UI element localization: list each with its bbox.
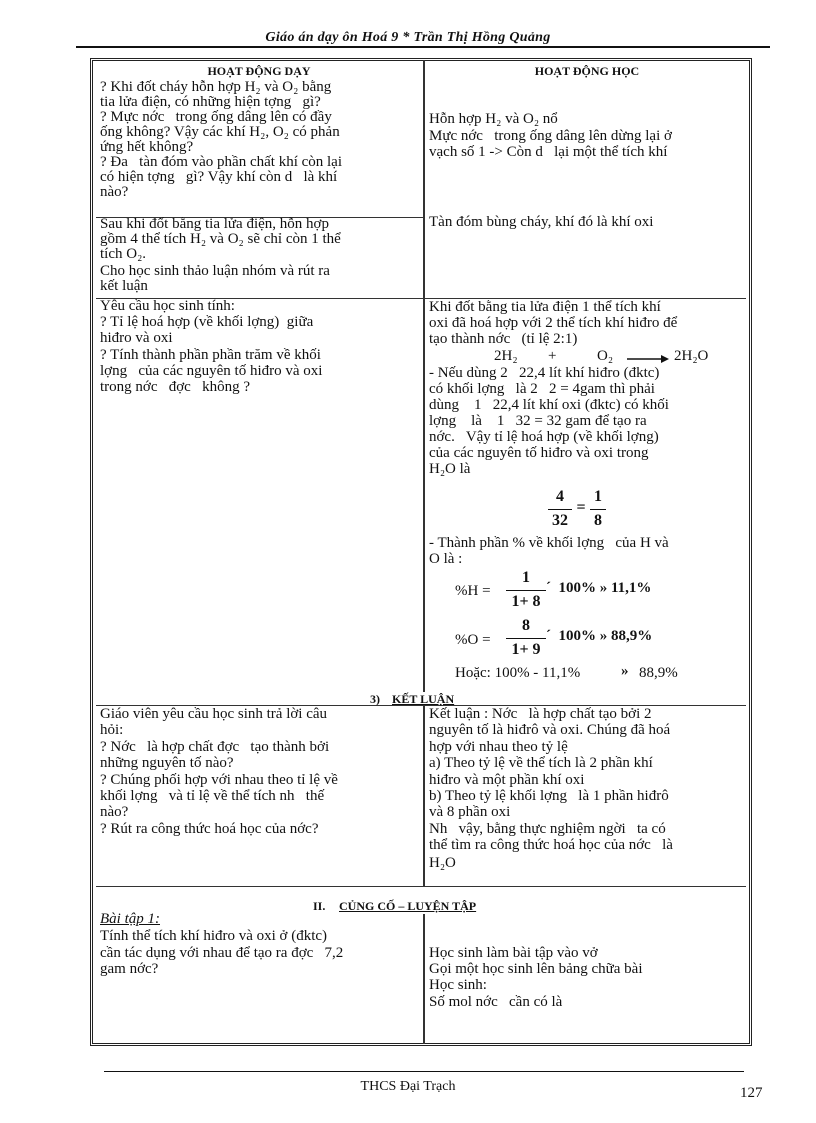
footer-school: THCS Đại Trạch	[360, 1079, 456, 1094]
equation-plus: +	[548, 348, 557, 364]
text-line: hiđro và một phần khí oxi	[429, 772, 585, 788]
alternative-value: 88,9%	[639, 665, 678, 681]
column-divider-3	[423, 914, 425, 1044]
equation-reactant-o2: O₂	[597, 348, 614, 364]
fraction-numerator: 4	[556, 488, 564, 505]
text-line: Học sinh làm bài tập vào vở	[429, 945, 598, 961]
text-line: tia lửa điện, có những hiện tợng gì?	[100, 94, 321, 110]
text-line: tạo thành nớc (tỉ lệ 2:1)	[429, 331, 578, 347]
fraction-bar	[506, 638, 546, 639]
approx-symbol: »	[621, 663, 629, 679]
text-line: ? Đa tàn đóm vào phần chất khí còn lại	[100, 154, 343, 170]
text-line: có hiện tợng gì? Vậy khí còn d là khí	[100, 169, 338, 185]
lesson-table-frame	[90, 58, 752, 1046]
fraction-numerator: 1	[594, 488, 602, 505]
page-number: 127	[740, 1085, 763, 1101]
row-rule	[96, 886, 746, 887]
text-line: Nh vậy, bằng thực nghiệm ngời ta có	[429, 821, 666, 837]
equation-product-h2o: 2H₂O	[674, 348, 709, 364]
text-line: hiđro và oxi	[100, 330, 173, 346]
text-line: những nguyên tố nào?	[100, 755, 234, 771]
text-line: gam nớc?	[100, 961, 159, 977]
text-line: - Thành phần % về khối lợng của H và	[429, 535, 669, 551]
text-line: ? Chúng phối hợp với nhau theo tỉ lệ về	[100, 772, 338, 788]
text-line: gồm 4 thể tích H₂ và O₂ sẽ chỉ còn 1 thể	[100, 231, 341, 247]
text-line: O là :	[429, 551, 463, 567]
text-line: khối lợng và tỉ lệ về thể tích nh thế	[100, 788, 325, 804]
text-line: lợng là 1 32 = 32 gam để tạo ra	[429, 413, 647, 429]
text-line: Tính thể tích khí hiđro và oxi ở (đktc)	[100, 928, 328, 944]
text-line: Học sinh:	[429, 977, 487, 993]
equation-reactant-h2: 2H₂	[494, 348, 518, 364]
section-title: CỦNG CỐ – LUYỆN TẬP	[339, 899, 477, 913]
text-line: nguyên tố là hiđrô và oxi. Chúng đã hoá	[429, 722, 671, 738]
text-line: ? Tính thành phần phần trăm về khối	[100, 347, 321, 363]
col-header-teaching: HOẠT ĐỘNG DẠY	[207, 64, 311, 78]
text-line: cần tác dụng với nhau để tạo ra đợc 7,2	[100, 945, 344, 961]
text-line: Tàn đóm bùng cháy, khí đó là khí oxi	[429, 214, 654, 230]
header-rule	[76, 46, 770, 48]
text-line: ? Khi đốt cháy hỗn hợp H₂ và O₂ bằng	[100, 79, 332, 95]
fraction-numerator: 8	[522, 617, 530, 634]
text-line: tích O₂.	[100, 246, 147, 262]
text-line: Giáo viên yêu cầu học sinh trả lời câu	[100, 706, 328, 722]
fraction-bar	[590, 509, 606, 510]
text-line: b) Theo tỷ lệ khối lợng là 1 phần hiđrô	[429, 788, 669, 804]
text-line: có khối lợng là 2 2 = 4gam thì phải	[429, 381, 655, 397]
fraction-bar	[506, 590, 546, 591]
equals-sign: =	[576, 499, 586, 516]
text-line: H₂O là	[429, 461, 471, 477]
col-header-learning: HOẠT ĐỘNG HỌC	[534, 64, 640, 78]
fraction-denominator: 8	[594, 512, 602, 529]
text-line: trong nớc đợc không ?	[100, 379, 250, 395]
column-divider-2	[423, 706, 425, 886]
fraction-denominator: 32	[552, 512, 568, 529]
alternative-calc: Hoặc: 100% - 11,1%	[455, 665, 581, 681]
text-line: hợp với nhau theo tỷ lệ	[429, 739, 568, 755]
section-number: 3)	[370, 692, 380, 706]
text-line: Mực nớc trong ống dâng lên dừng lại ở	[429, 128, 672, 144]
text-line: ? Rút ra công thức hoá học của nớc?	[100, 821, 319, 837]
fraction-bar	[548, 509, 572, 510]
formula-label: %H =	[455, 583, 491, 599]
text-line: Hỗn hợp H₂ và O₂ nổ	[429, 111, 558, 127]
text-line: nớc. Vậy tỉ lệ hoá hợp (về khối lợng)	[429, 429, 659, 445]
fraction-denominator: 1+ 9	[511, 641, 541, 658]
footer-rule	[104, 1071, 744, 1072]
formula-result: ´ 100% » 11,1%	[546, 580, 652, 596]
text-line: Số mol nớc cần có là	[429, 994, 563, 1010]
fraction-denominator: 1+ 8	[511, 593, 541, 610]
text-line: - Nếu dùng 2 22,4 lít khí hiđro (đktc)	[429, 365, 660, 381]
column-divider-1	[423, 60, 425, 692]
text-line: Gọi một học sinh lên bảng chữa bài	[429, 961, 643, 977]
text-line: thể tìm ra công thức hoá học của nớc là	[429, 837, 673, 853]
text-line: a) Theo tỷ lệ về thể tích là 2 phần khí	[429, 755, 653, 771]
text-line: H₂O	[429, 855, 456, 871]
text-line: Sau khi đốt bằng tia lửa điện, hỗn hợp	[100, 216, 329, 232]
text-line: oxi đã hoá hợp với 2 thể tích khí hiđro để	[429, 315, 678, 331]
text-line: và 8 phần oxi	[429, 804, 511, 820]
text-line: Cho học sinh thảo luận nhóm và rút ra	[100, 263, 330, 279]
section-title: KẾT LUẬN	[392, 692, 455, 706]
formula-result: ´ 100% » 88,9%	[546, 628, 653, 644]
fraction-numerator: 1	[522, 569, 530, 586]
text-line: Yêu cầu học sinh tính:	[100, 298, 235, 314]
formula-label: %O =	[455, 632, 491, 648]
text-line: hỏi:	[100, 722, 124, 738]
text-line: Khi đốt bằng tia lửa điện 1 thể tích khí	[429, 299, 661, 315]
text-line: nào?	[100, 184, 129, 200]
text-line: nào?	[100, 804, 129, 820]
text-line: ? Tỉ lệ hoá hợp (về khối lợng) giữa	[100, 314, 314, 330]
text-line: ? Mực nớc trong ống dâng lên có đầy	[100, 109, 332, 125]
text-line: vạch số 1 -> Còn d lại một thể tích khí	[429, 144, 668, 160]
text-line: dùng 1 22,4 lít khí oxi (đktc) có khối	[429, 397, 669, 413]
page-header: Giáo án dạy ôn Hoá 9 * Trần Thị Hồng Quảng	[265, 30, 551, 45]
text-line: ống không? Vậy các khí H₂, O₂ có phản	[100, 124, 340, 140]
text-line: của các nguyên tố hiđro và oxi trong	[429, 445, 649, 461]
text-line: ? Nớc là hợp chất đợc tạo thành bởi	[100, 739, 330, 755]
section-number: II.	[313, 899, 326, 913]
text-line: ứng hết không?	[100, 139, 194, 155]
text-line: kết luận	[100, 278, 148, 294]
text-line: Kết luận : Nớc là hợp chất tạo bởi 2	[429, 706, 652, 722]
text-line: lợng của các nguyên tố hiđro và oxi	[100, 363, 323, 379]
reaction-arrow-icon	[627, 353, 669, 365]
exercise-title: Bài tập 1:	[100, 911, 160, 927]
